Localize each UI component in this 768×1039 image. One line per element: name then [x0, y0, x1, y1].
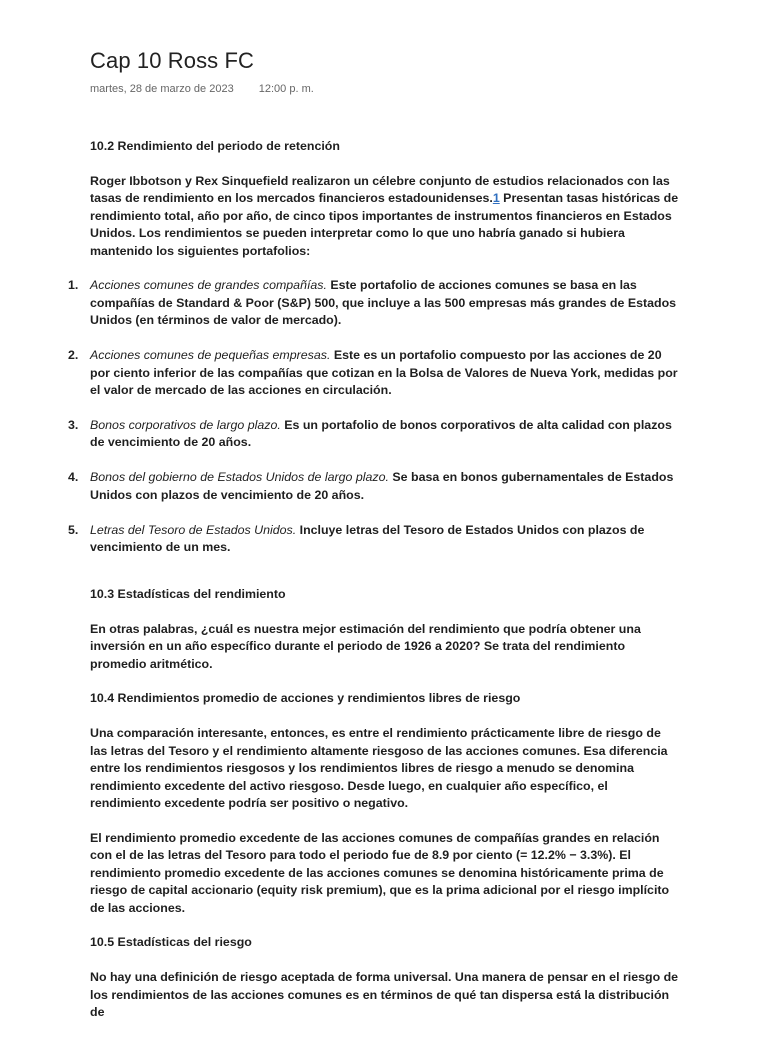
list-term: Bonos del gobierno de Estados Unidos de largo plazo. [90, 470, 389, 485]
note-date: martes, 28 de marzo de 2023 [90, 83, 234, 95]
list-number: 2. [68, 348, 79, 363]
list-text: Se basa en bonos gubernamentales de Estados Unidos con plazos de vencimiento de 20 años. [90, 470, 674, 502]
portfolio-list [68, 277, 680, 556]
list-term: Acciones comunes de pequeñas empresas. [90, 348, 331, 363]
section-heading-10-2: 10.2 Rendimiento del periodo de retención [90, 139, 340, 153]
list-item [68, 347, 680, 399]
list-number: 4. [68, 470, 79, 485]
note-body[interactable] [68, 138, 680, 1039]
list-number: 5. [68, 522, 79, 537]
list-text: Este portafolio de acciones comunes se basa en las compañías de Standard & Poor (S&P) 500, que incluye a las 500 empresas más grandes de Estados Unidos (en términos de valor de mercado). [90, 278, 677, 328]
paragraph-10-4-b: El rendimiento promedio excedente de las acciones comunes de compañías grandes en relación con el de las letras del Tesoro para todo el periodo fue de 8.9 por ciento (= 12.2% − 3.3%). El rendimiento promedio excedente de las acciones comunes se denomina históricamente prima de riesgo de capital accionario (equity risk premium), que es la prima adicional por el riesgo implícito de las acciones. [90, 830, 670, 915]
list-text: Incluye letras del Tesoro de Estados Unidos con plazos de vencimiento de un mes. [90, 522, 645, 554]
footnote-link[interactable]: 1 [492, 191, 500, 206]
list-term: Letras del Tesoro de Estados Unidos. [90, 522, 297, 537]
list-number: 3. [68, 417, 79, 432]
list-item [68, 469, 680, 504]
list-term: Bonos corporativos de largo plazo. [90, 417, 281, 432]
page-title[interactable]: Cap 10 Ross FC [90, 48, 255, 73]
paragraph-10-4-a: Una comparación interesante, entonces, es entre el rendimiento prácticamente libre de riesgo de las letras del Tesoro y el rendimiento altamente riesgoso de las acciones comunes. Esa diferencia entre los rendimientos riesgosos y los rendimientos libres de riesgo a menudo se denomina rendimiento excedente del activo riesgoso. Desde luego, en cualquier año específico, el rendimiento excedente podría ser positivo o negativo. [90, 726, 668, 810]
note-time: 12:00 p. m. [258, 83, 314, 95]
section-heading-10-3: 10.3 Estadísticas del rendimiento [90, 586, 286, 601]
list-number: 1. [68, 278, 79, 293]
list-item [68, 277, 680, 329]
paragraph-10-3: En otras palabras, ¿cuál es nuestra mejor estimación del rendimiento que podría obtener una inversión en un año específico durante el periodo de 1926 a 2020? Se trata del rendimiento promedio aritmético. [90, 621, 641, 671]
list-term: Acciones comunes de grandes compañías. [90, 278, 327, 293]
list-item [68, 417, 680, 452]
section-heading-10-5: 10.5 Estadísticas del riesgo [90, 935, 252, 950]
section-heading-10-4: 10.4 Rendimientos promedio de acciones y rendimientos libres de riesgo [90, 691, 521, 706]
paragraph-10-5: No hay una definición de riesgo aceptada de forma universal. Una manera de pensar en el riesgo de los rendimientos de las acciones comunes es en términos de qué tan dispersa está la distribución de [90, 970, 679, 1020]
paragraph-10-2-intro [90, 173, 680, 260]
list-text: Este es un portafolio compuesto por las acciones de 20 por ciento inferior de las compañías que cotizan en la Bolsa de Valores de Nueva York, medidas por el valor de mercado de las acciones en circulación. [90, 348, 678, 397]
list-text: Es un portafolio de bonos corporativos de alta calidad con plazos de vencimiento de 20 años. [90, 417, 672, 450]
note-meta [90, 83, 314, 95]
spacer [90, 574, 680, 586]
intro-text-cont: Presentan tasas históricas de rendimiento total, año por año, de cinco tipos importantes de instrumentos financieros en Estados Unidos. Los rendimientos se pueden interpretar como lo que uno habría ganado si hubiera mantenido los siguientes portafolios: [90, 191, 679, 258]
intro-text: Roger Ibbotson y Rex Sinquefield realizaron un célebre conjunto de estudios relacionados con las tasas de rendimiento en los mercados financieros estadounidenses. [90, 173, 670, 206]
list-item [68, 522, 680, 557]
